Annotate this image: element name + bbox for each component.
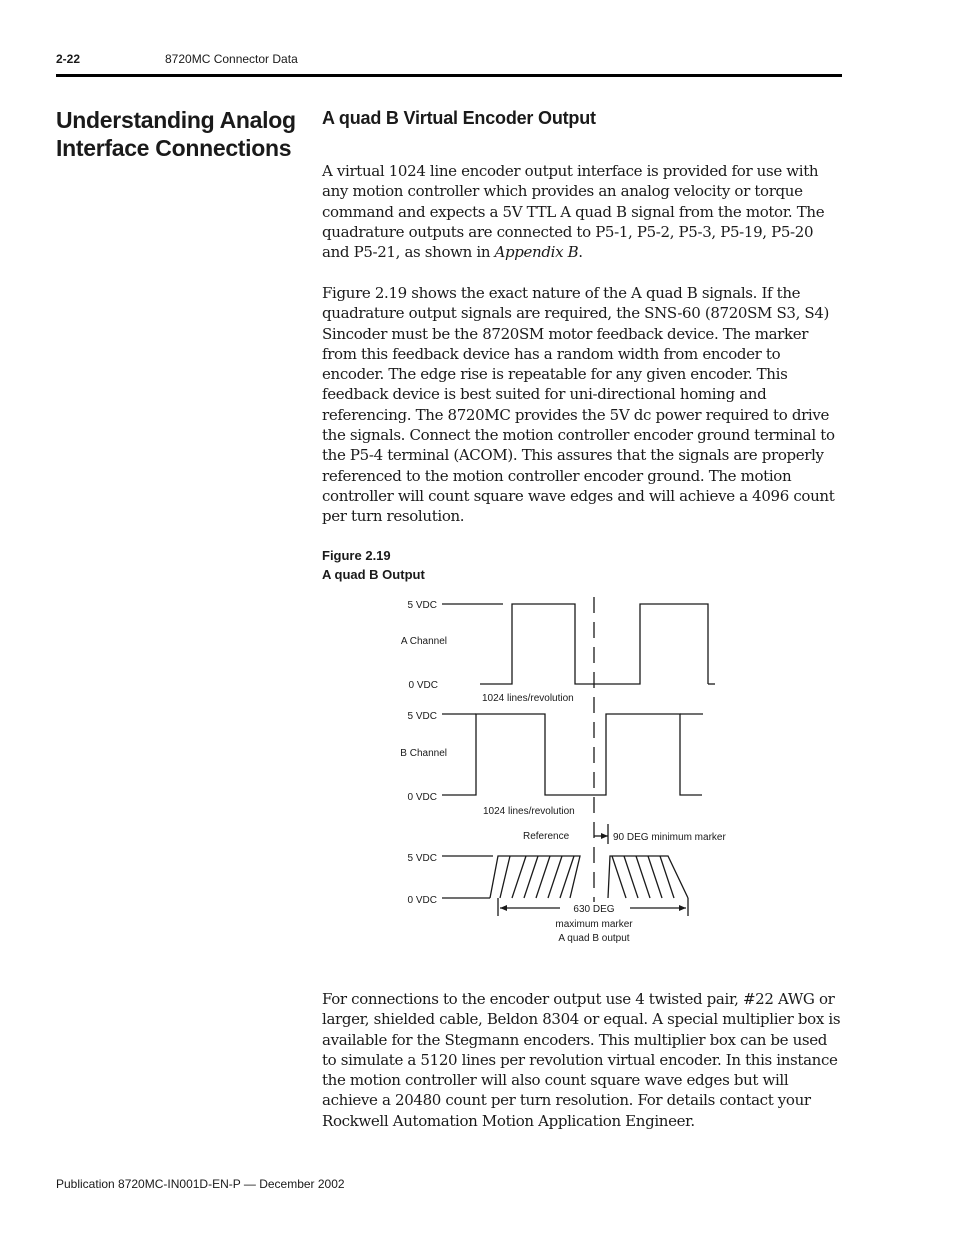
figure-title: A quad B Output xyxy=(322,567,425,582)
max-marker-label-3: A quad B output xyxy=(558,933,630,944)
paragraph-3: For connections to the encoder output use 4 twisted pair, #22 AWG or larger, shielded cable, Beldon 8304 or equal. A special multiplier box is available for the Stegmann encoders. This multiplier box can be used to simulate a 5120 lines per revolution virtual encoder. In this instance the motion controller will also count square wave edges but will achieve a 20480 count per turn resolution. For details contact your Rockwell Automation Motion Application Engineer. xyxy=(322,990,841,1130)
reference-label: Reference xyxy=(523,831,570,842)
figure-caption xyxy=(322,546,425,584)
page-number: 2-22 xyxy=(56,52,81,66)
section-title: Understanding Analog Interface Connections xyxy=(56,107,296,161)
paragraph-1 xyxy=(322,161,842,262)
max-marker-label-1: 630 DEG xyxy=(573,904,615,915)
subsection-title: A quad B Virtual Encoder Output xyxy=(322,108,596,128)
appendix-b-reference: Appendix B xyxy=(494,243,579,262)
a-lines-label: 1024 lines/revolution xyxy=(482,693,574,704)
header-rule xyxy=(56,74,842,77)
a-quad-b-diagram xyxy=(380,592,740,952)
paragraph-1-end: . xyxy=(578,243,583,262)
max-marker-label-2: maximum marker xyxy=(555,919,633,930)
b-lines-label: 1024 lines/revolution xyxy=(483,806,575,817)
marker-5vdc-label: 5 VDC xyxy=(407,853,437,864)
b-channel-label: B Channel xyxy=(400,748,447,759)
b-5vdc-label: 5 VDC xyxy=(407,711,437,722)
figure-number: Figure 2.19 xyxy=(322,548,391,563)
footer-publication: Publication 8720MC-IN001D-EN-P — December 2002 xyxy=(56,1177,345,1191)
min-marker-label: 90 DEG minimum marker xyxy=(613,832,726,843)
marker-0vdc-label: 0 VDC xyxy=(407,895,437,906)
paragraph-1-text: A virtual 1024 line encoder output interface is provided for use with any motion controller which provides an analog velocity or torque command and expects a 5V TTL A quad B signal from the motor. The quadrature outputs are connected to P5-1, P5-2, P5-3, P5-19, P5-20 and P5-21, as shown in xyxy=(322,162,825,262)
running-title: 8720MC Connector Data xyxy=(165,52,298,66)
a-0vdc-label: 0 VDC xyxy=(408,680,438,691)
b-0vdc-label: 0 VDC xyxy=(407,792,437,803)
a-5vdc-label: 5 VDC xyxy=(407,600,437,611)
b-channel-waveform xyxy=(442,714,702,795)
paragraph-2: Figure 2.19 shows the exact nature of the A quad B signals. If the quadrature output signals are required, the SNS-60 (8720SM S3, S4) Sincoder must be the 8720SM motor feedback device. The marker from this feedback device has a random width from encoder to encoder. The edge rise is repeatable for any given encoder. This feedback device is best suited for uni-directional homing and referencing. The 8720MC provides the 5V dc power required to drive the signals. Connect the motion controller encoder ground terminal to the P5-4 terminal (ACOM). This assures that the signals are properly referenced to the motion controller encoder ground. The motion controller will count square wave edges and will achieve a 4096 count per turn resolution. xyxy=(322,284,835,526)
a-channel-label: A Channel xyxy=(400,636,447,647)
